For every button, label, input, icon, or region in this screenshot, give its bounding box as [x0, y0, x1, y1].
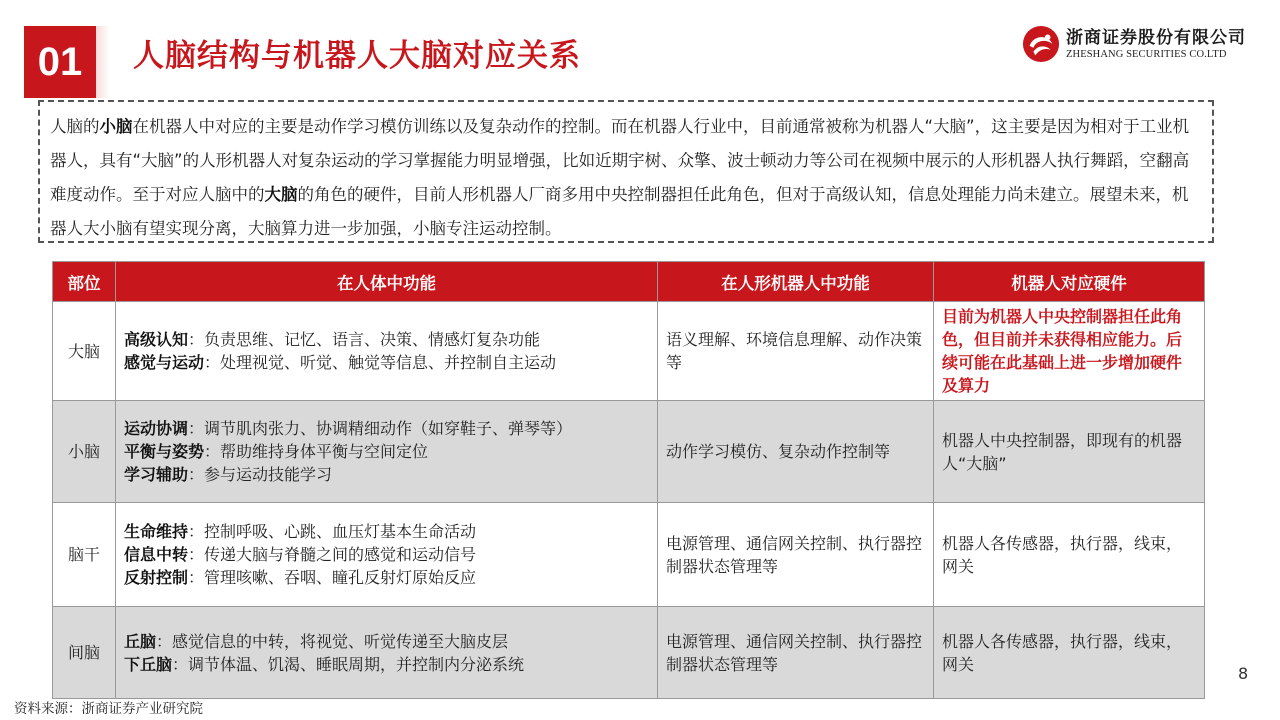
function-line: [124, 653, 649, 676]
function-term: 反射控制: [124, 568, 189, 587]
function-line: [124, 328, 649, 351]
function-desc: ：传递大脑与脊髓之间的感觉和运动信号: [188, 545, 477, 564]
table-row: [53, 503, 1205, 607]
function-term: 高级认知: [124, 330, 189, 349]
company-logo-icon: [1022, 25, 1060, 63]
function-desc: ：负责思维、记忆、语言、决策、情感灯复杂功能: [188, 330, 541, 349]
table-header-cell: 机器人对应硬件: [934, 262, 1205, 302]
function-line: [124, 566, 649, 589]
robot-function-cell: 电源管理、通信网关控制、执行器控制器状态管理等: [658, 607, 934, 699]
function-term: 丘脑: [124, 631, 157, 651]
function-term: 下丘脑: [124, 654, 173, 674]
summary-text: [50, 110, 1202, 246]
table-header-row: [53, 262, 1205, 302]
function-desc: ：帮助维持身体平衡与空间定位: [204, 442, 429, 461]
function-desc: ：调节体温、饥渴、睡眠周期，并控制内分泌系统: [172, 654, 525, 674]
function-line: [124, 351, 649, 374]
hardware-cell: 机器人各传感器，执行器，线束，网关: [934, 607, 1205, 699]
summary-emphasis: 大脑: [264, 185, 298, 204]
summary-emphasis: 小脑: [99, 117, 133, 136]
logo-company-name-cn: 浙商证券股份有限公司: [1066, 27, 1246, 48]
function-desc: ：控制呼吸、心跳、血压灯基本生命活动: [188, 522, 477, 541]
hardware-cell: 目前为机器人中央控制器担任此角色，但目前并未获得相应能力。后续可能在此基础上进一步增加硬件及算力: [934, 302, 1205, 401]
summary-segment: 的角色的硬件，目前人形机器人厂商多用中央控制器担任此角色，但对于高级认知，信息处理能力尚未建立。展望未来，机器人大小脑有望实现分离，大脑算力进一步加强，小脑专注运动控制。: [50, 185, 1189, 238]
function-line: [124, 463, 649, 486]
source-note: 资料来源：浙商证券产业研究院: [14, 701, 203, 717]
function-line: [124, 440, 649, 463]
robot-function-cell: 动作学习模仿、复杂动作控制等: [658, 401, 934, 503]
table-header-cell: 在人形机器人中功能: [658, 262, 934, 302]
function-line: [124, 520, 649, 543]
table-header-cell: 部位: [53, 262, 116, 302]
table-row: [53, 302, 1205, 401]
table-header-cell: 在人体中功能: [116, 262, 658, 302]
brain-robot-table: [52, 261, 1205, 699]
part-cell: 间脑: [53, 607, 116, 699]
human-function-cell: [116, 607, 658, 699]
function-line: [124, 630, 649, 653]
function-desc: ：调节肌肉张力、协调精细动作（如穿鞋子、弹琴等）: [188, 419, 573, 438]
hardware-cell: 机器人中央控制器，即现有的机器人“大脑”: [934, 401, 1205, 503]
robot-function-cell: 语义理解、环境信息理解、动作决策等: [658, 302, 934, 401]
human-function-cell: [116, 503, 658, 607]
human-function-cell: [116, 302, 658, 401]
summary-segment: 人脑的: [50, 117, 100, 136]
function-term: 平衡与姿势: [124, 442, 205, 461]
function-desc: ：管理咳嗽、吞咽、瞳孔反射灯原始反应: [188, 568, 477, 587]
summary-segment: 在机器人中对应的主要是动作学习模仿训练以及复杂动作的控制。而在机器人行业中，目前通常被称为机器人“大脑”，这主要是因为相对于工业机器人，具有“大脑”的人形机器人对复杂运动的学习掌握能力明显增强，比如近期宇树、众擎、波士顿动力等公司在视频中展示的人形机器人执行舞蹈，空翻高难度动作。至于对应人脑中的: [50, 117, 1190, 204]
hardware-cell: 机器人各传感器，执行器，线束，网关: [934, 503, 1205, 607]
function-desc: ：感觉信息的中转，将视觉、听觉传递至大脑皮层: [156, 631, 509, 651]
function-term: 信息中转: [124, 545, 189, 564]
function-term: 感觉与运动: [124, 353, 205, 372]
function-term: 学习辅助: [124, 465, 189, 484]
page-number: 8: [1238, 664, 1249, 683]
part-cell: 大脑: [53, 302, 116, 401]
function-line: [124, 543, 649, 566]
function-desc: ：参与运动技能学习: [188, 465, 333, 484]
function-term: 运动协调: [124, 419, 189, 438]
logo-company-name-en: ZHESHANG SECURITIES CO.LTD: [1066, 48, 1227, 60]
function-desc: ：处理视觉、听觉、触觉等信息、并控制自主运动: [204, 353, 557, 372]
part-cell: 小脑: [53, 401, 116, 503]
table-row: [53, 607, 1205, 699]
page-title: 人脑结构与机器人大脑对应关系: [133, 38, 581, 74]
robot-function-cell: 电源管理、通信网关控制、执行器控制器状态管理等: [658, 503, 934, 607]
table-row: [53, 401, 1205, 503]
summary-box: [38, 100, 1214, 243]
human-function-cell: [116, 401, 658, 503]
company-logo: [1022, 22, 1252, 66]
function-line: [124, 417, 649, 440]
section-number: 01: [37, 39, 83, 84]
section-number-badge: [24, 26, 96, 98]
part-cell: 脑干: [53, 503, 116, 607]
function-term: 生命维持: [124, 522, 189, 541]
